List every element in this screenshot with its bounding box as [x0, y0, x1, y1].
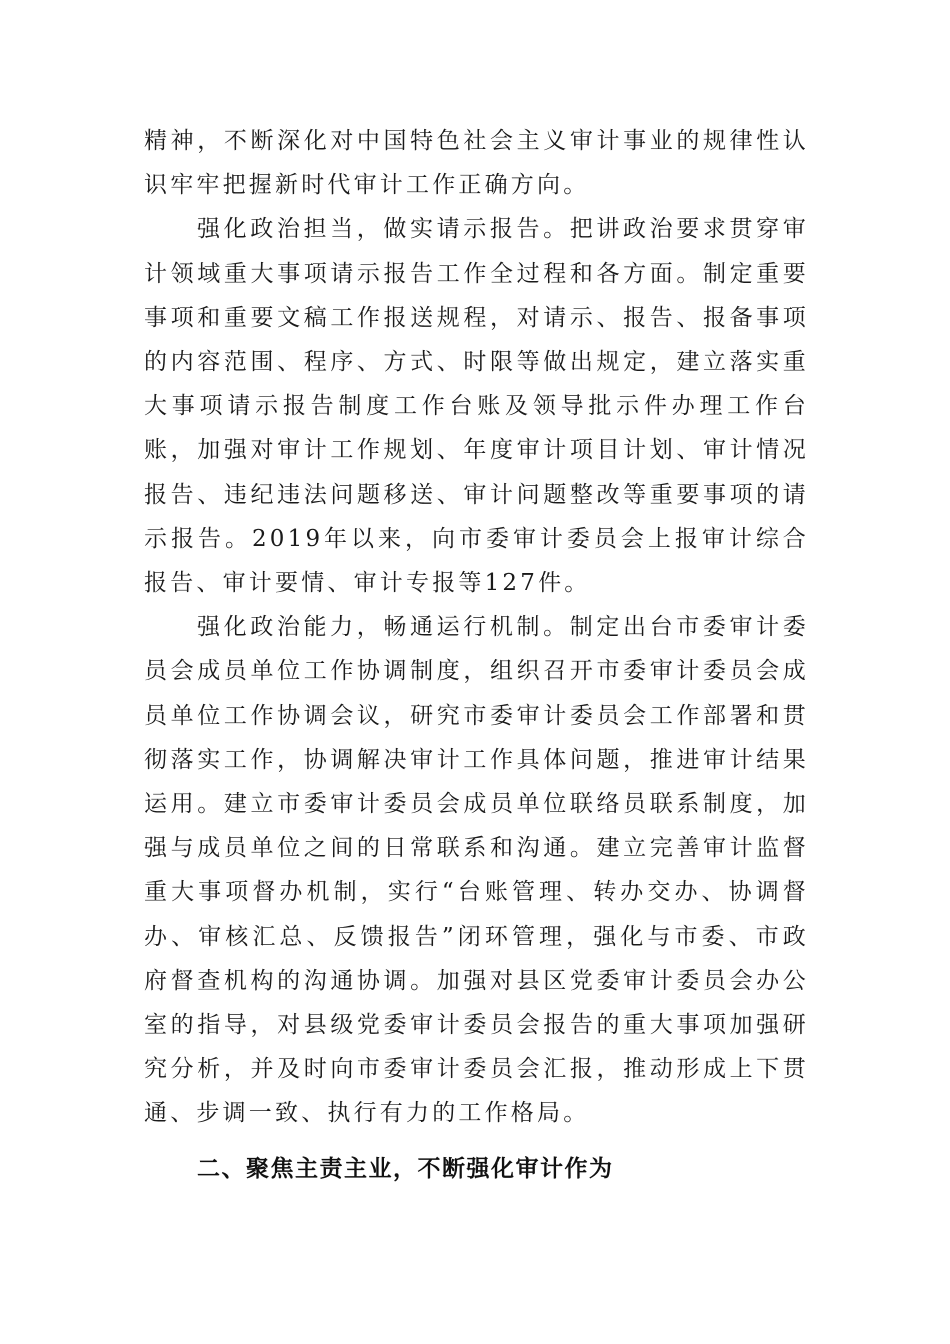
- paragraph-political-responsibility: 强化政治担当，做实请示报告。把讲政治要求贯穿审计领域重大事项请示报告工作全过程和各方面。制定重要事项和重要文稿工作报送规程，对请示、报告、报备事项的内容范围、程序、方式、时限等做出规定，建立落实重大事项请示报告制度工作台账及领导批示件办理工作台账，加强对审计工作规划、年度审计项目计划、审计情况报告、违纪违法问题移送、审计问题整改等重要事项的请示报告。2019年以来，向市委审计委员会上报审计综合报告、审计要情、审计专报等127件。: [144, 216, 809, 597]
- paragraph-political-capacity: 强化政治能力，畅通运行机制。制定出台市委审计委员会成员单位工作协调制度，组织召开市委审计委员会成员单位工作协调会议，研究市委审计委员会工作部署和贯彻落实工作，协调解决审计工作具体问题，推进审计结果运用。建立市委审计委员会成员单位联络员联系制度，加强与成员单位之间的日常联系和沟通。建立完善审计监督重大事项督办机制，实行“台账管理、转办交办、协调督办、审核汇总、反馈报告”闭环管理，强化与市委、市政府督查机构的沟通协调。加强对县区党委审计委员会办公室的指导，对县级党委审计委员会报告的重大事项加强研究分析，并及时向市委审计委员会汇报，推动形成上下贯通、步调一致、执行有力的工作格局。: [144, 614, 809, 1127]
- paragraph-continuation: 精神，不断深化对中国特色社会主义审计事业的规律性认识牢牢把握新时代审计工作正确方向。: [144, 128, 809, 199]
- body-text: [144, 119, 809, 1136]
- section-heading: 二、聚焦主责主业，不断强化审计作为: [197, 1156, 614, 1182]
